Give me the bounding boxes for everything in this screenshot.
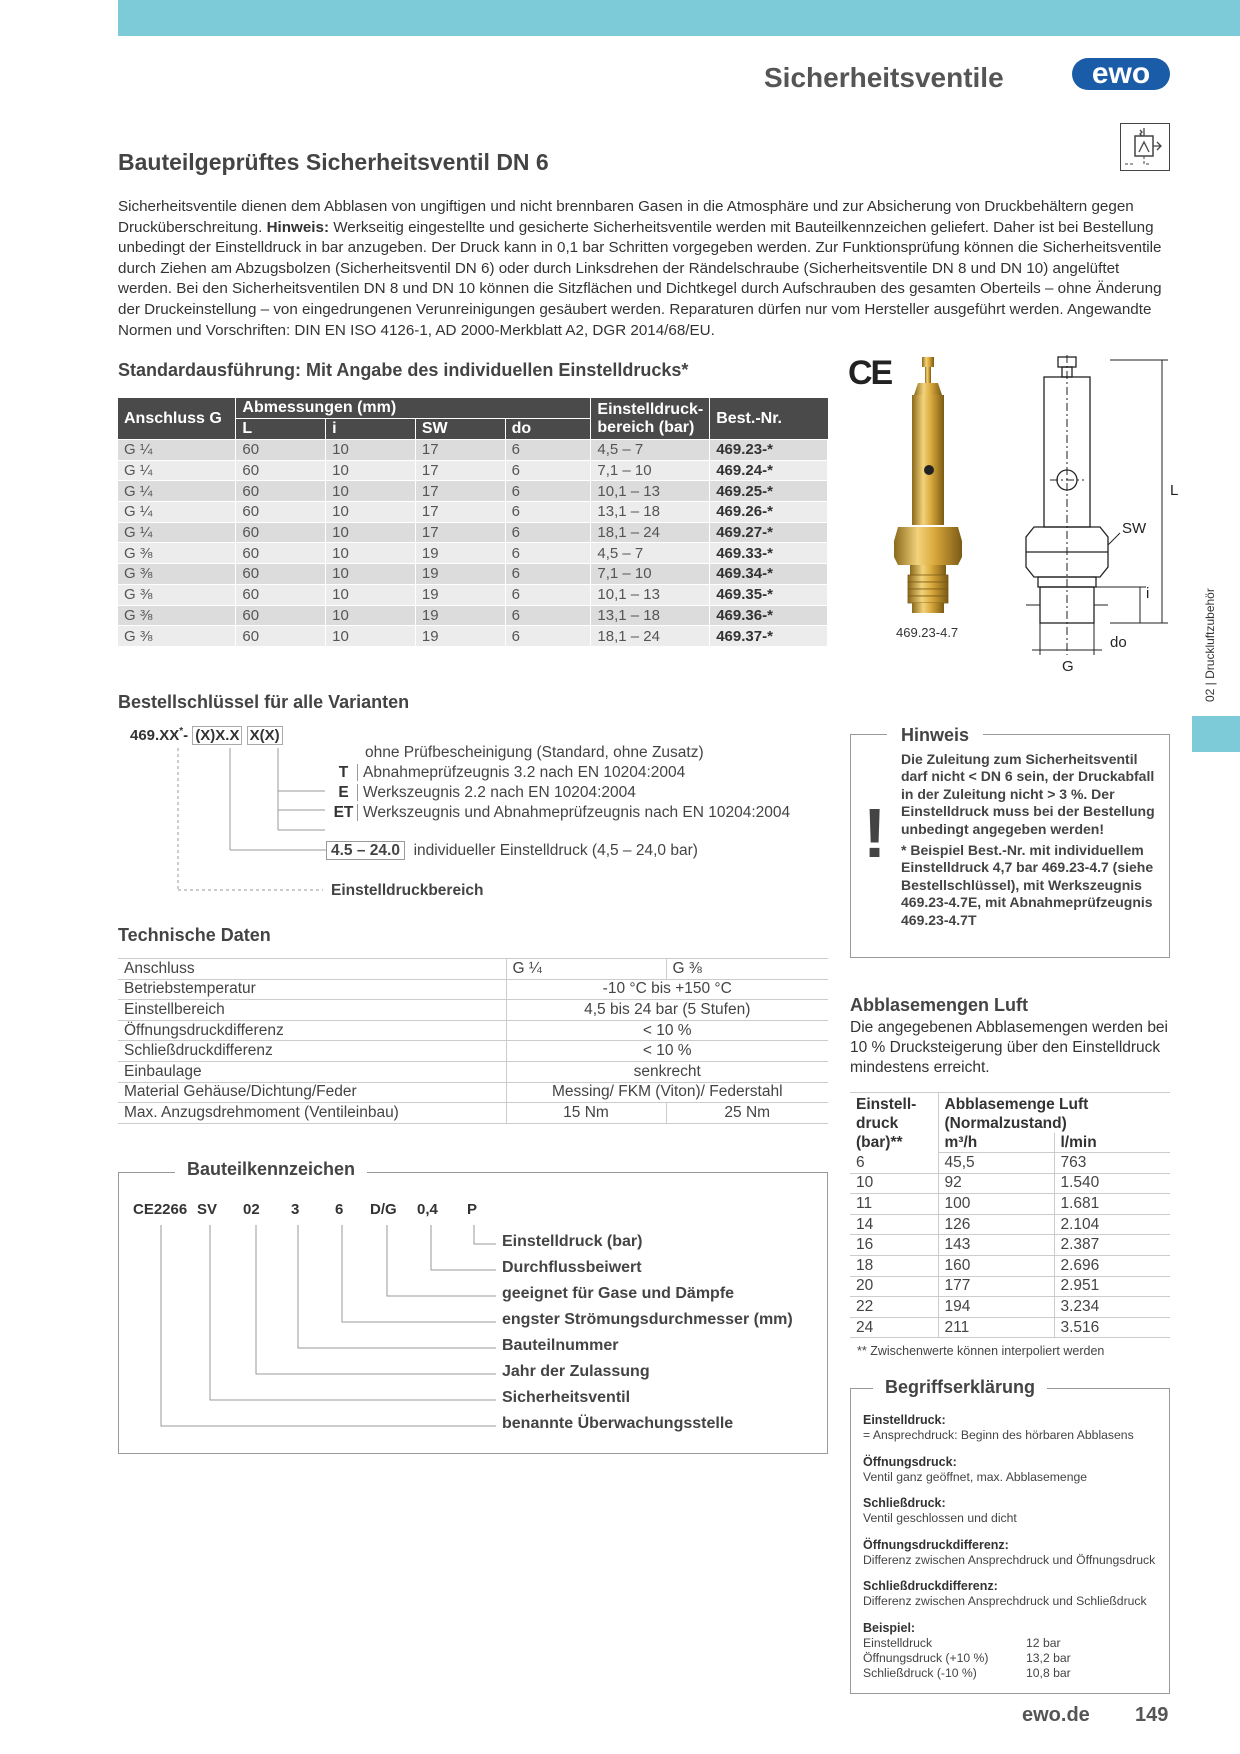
glossary-def: Differenz zwischen Ansprechdruck und Schließdruck [863,1594,1147,1608]
valve-symbol-icon [1120,123,1170,171]
table-cell: 6 [505,605,591,626]
component-code-label: Bauteilnummer [502,1337,619,1354]
intro-hint: Hinweis: [266,218,330,236]
blowoff-cell: 14 [850,1214,938,1235]
tech-row [118,1000,828,1021]
tech-key: Betriebstemperatur [118,979,506,1000]
intro-part1: Sicherheitsventile dienen dem Abblasen von ungiftigen und nicht brennbaren Gasen in die Atmosphäre und zur Absicherung von Druckbehältern gegen Drucküberschreitung. [118,198,1134,236]
glossary-term: Öffnungsdruckdifferenz: [863,1537,1009,1552]
table-cell: 10 [326,460,416,481]
tech-row [118,1082,828,1103]
table-cell: 60 [236,543,326,564]
table-cell: 10 [326,564,416,585]
glossary-term: Öffnungsdruck: [863,1454,957,1469]
blowoff-cell: 2.104 [1054,1214,1170,1235]
hint-title: Hinweis [887,725,983,746]
blowoff-row [850,1317,1170,1338]
blowoff-cell: 126 [938,1214,1054,1235]
photo-caption: 469.23-4.7 [896,625,959,640]
th-druck-3: (bar)** [856,1134,903,1151]
intro-part2: Werkseitig eingestellte und gesicherte Sicherheitsventile werden mit Bauteilkennzeichen geliefert. Daher ist bei Bestellung unbedingt der Einstelldruck in bar anzugeben. Der Druck kann in 0,1 bar Schritten vorgegeben werden. Zur Funktionsprüfung können die Sicherheitsventile durch Ziehen am Abzugsbolzen (Sicherheitsventil DN 6) oder durch Linksdrehen der Rändelschraube (Sicherheitsventile DN 8 und DN 10) angelüftet werden. Bei den Sicherheitsventilen DN 8 und DN 10 können die Sitzflächen und Dichtkegel durch Aufschrauben des gesamten Oberteils – ohne Änderung der Druckeinstellung – von eingedrungenen Verunreinigungen gesäubert werden. Reparaturen dürfen nur vom Hersteller ausgeführt werden. Angewandte Normen und Vorschriften: DIN EN ISO 4126-1, AD 2000-Merkblatt A2, DGR 2014/68/EU. [118,218,1162,339]
glossary-example-value: 10,8 bar [1026,1666,1071,1680]
table-cell: 17 [415,481,505,502]
order-key-heading: Bestellschlüssel für alle Varianten [118,692,410,712]
blowoff-cell: 45,5 [938,1153,1054,1174]
blowoff-cell: 143 [938,1235,1054,1256]
table-cell: 10 [326,605,416,626]
component-code-part: SV [197,1201,218,1218]
th-abmessungen: Abmessungen (mm) [236,398,591,419]
hint-p1: Die Zuleitung zum Sicherheitsventil darf nicht < DN 6 sein, der Druckabfall in der Zuleitung nicht > 3 %. Der Einstelldruck muss bei der Bestellung unbedingt angegeben werden! [901,751,1155,837]
blowoff-cell: 6 [850,1153,938,1174]
side-tab-marker [1192,716,1240,752]
blowoff-cell: 2.696 [1054,1255,1170,1276]
blowoff-text: Die angegebenen Abblasemengen werden bei 10 % Drucksteigerung über den Einstelldruck mindestens erreicht. [850,1019,1168,1076]
th-druck-1: Einstell- [856,1096,917,1113]
component-code-label: Sicherheitsventil [502,1389,631,1406]
tech-table [118,958,828,1124]
table-row [118,626,828,647]
order-opt-e-letter: E [338,784,349,801]
tech-value: senkrecht [506,1061,828,1082]
warning-icon: ! [863,794,887,872]
table-cell: 469.24-* [710,460,828,481]
th-SW: SW [415,419,505,440]
side-tab-label: 02 | Druckluftzubehör [1203,588,1217,702]
tech-row [118,1020,828,1041]
blowoff-cell: 3.516 [1054,1317,1170,1338]
order-opt-et-text: Werkszeugnis und Abnahmeprüfzeugnis nach EN 10204:2004 [357,804,790,821]
table-cell: G ¼ [118,481,236,502]
component-code-part: P [467,1201,478,1218]
table-cell: 469.27-* [710,522,828,543]
table-cell: 60 [236,502,326,523]
blowoff-cell: 1.681 [1054,1194,1170,1215]
table-cell: 6 [505,564,591,585]
table-row [118,481,828,502]
blowoff-row [850,1276,1170,1297]
order-range-code: 4.5 – 24.0 [326,841,405,860]
tech-key: Anschluss [118,959,506,980]
th-i: i [326,419,416,440]
glossary-example-key: Öffnungsdruck (+10 %) [863,1651,989,1665]
logo-text: ewo [1091,57,1151,90]
tech-key: Einstellbereich [118,1000,506,1021]
glossary-def: = Ansprechdruck: Beginn des hörbaren Abblasens [863,1428,1134,1442]
blowoff-cell: 11 [850,1194,938,1215]
order-code-cert: X(X) [247,726,283,745]
dim-G: G [1062,658,1074,675]
order-opt-t-letter: T [338,764,349,781]
glossary-title: Begriffserklärung [873,1377,1047,1398]
table-cell: 17 [415,522,505,543]
table-cell: 10 [326,522,416,543]
table-cell: 4,5 – 7 [591,543,710,564]
page-title: Bauteilgeprüftes Sicherheitsventil DN 6 [118,149,549,175]
tech-value: Messing/ FKM (Viton)/ Federstahl [506,1082,828,1103]
glossary-def: Differenz zwischen Ansprechdruck und Öffnungsdruck [863,1552,1156,1567]
blowoff-cell: 16 [850,1235,938,1256]
table-cell: 10 [326,626,416,647]
tech-key: Material Gehäuse/Dichtung/Feder [118,1082,506,1103]
glossary-def: Ventil geschlossen und dicht [863,1511,1017,1525]
blowoff-cell: 211 [938,1317,1054,1338]
table-cell: 7,1 – 10 [591,460,710,481]
blowoff-cell: 92 [938,1173,1054,1194]
blowoff-cell: 10 [850,1173,938,1194]
tech-value-a: G ¼ [506,959,666,980]
table-cell: 60 [236,564,326,585]
dimension-drawing [1010,355,1190,685]
order-range-text: individueller Einstelldruck (4,5 – 24,0 bar) [413,842,698,859]
th-best: Best.-Nr. [710,398,828,440]
intro-text [118,197,1170,341]
table-cell: 10 [326,440,416,461]
order-code-prefix: 469. [130,727,160,744]
table-row [118,543,828,564]
table-cell: 469.25-* [710,481,828,502]
blowoff-row [850,1235,1170,1256]
blowoff-row [850,1194,1170,1215]
tech-row [118,979,828,1000]
component-code-part: D/G [370,1201,397,1218]
table-cell: 60 [236,440,326,461]
order-code-star: * [179,726,184,737]
th-menge [938,1093,1170,1134]
th-L: L [236,419,326,440]
tech-row [118,1061,828,1082]
component-code-label: engster Strömungsdurchmesser (mm) [502,1311,793,1328]
table-row [118,460,828,481]
valve-photo [888,355,968,620]
tech-key: Einbaulage [118,1061,506,1082]
tech-value-a: 15 Nm [506,1103,666,1124]
table-cell: 10 [326,502,416,523]
th-bereich [591,398,710,440]
top-color-bar [118,0,1240,36]
glossary-example-key: Schließdruck (-10 %) [863,1666,977,1680]
component-code-label: Jahr der Zulassung [502,1363,650,1380]
table-cell: G ⅜ [118,543,236,564]
table-cell: 60 [236,605,326,626]
table-cell: 469.23-* [710,440,828,461]
dim-L: L [1170,482,1179,499]
hint-text [901,751,1163,929]
table-cell: 6 [505,440,591,461]
table-cell: 10 [326,543,416,564]
th-m3h: m³/h [938,1133,1054,1153]
blowoff-cell: 100 [938,1194,1054,1215]
th-menge-1: Abblasemenge Luft [944,1096,1089,1113]
blowoff-cell: 2.387 [1054,1235,1170,1256]
table-cell: 18,1 – 24 [591,522,710,543]
blowoff-row [850,1214,1170,1235]
blowoff-row [850,1255,1170,1276]
blowoff-row [850,1153,1170,1174]
table-cell: 6 [505,460,591,481]
table-cell: 6 [505,481,591,502]
glossary-box [850,1377,1170,1694]
table-cell: 19 [415,564,505,585]
tech-value: -10 °C bis +150 °C [506,979,828,1000]
blowoff-cell: 20 [850,1276,938,1297]
table-cell: G ⅜ [118,564,236,585]
component-code-part: 6 [335,1201,344,1218]
dim-do: do [1110,634,1127,651]
table-cell: 6 [505,626,591,647]
table-cell: G ⅜ [118,605,236,626]
table-cell: 469.26-* [710,502,828,523]
component-code-label: benannte Überwachungsstelle [502,1415,734,1432]
th-anschluss: Anschluss G [118,398,236,440]
blowoff-cell: 18 [850,1255,938,1276]
blowoff-cell: 763 [1054,1153,1170,1174]
table-cell: 60 [236,522,326,543]
blowoff-cell: 160 [938,1255,1054,1276]
table-cell: 19 [415,543,505,564]
component-code-label: Durchflussbeiwert [502,1259,642,1276]
table-row [118,522,828,543]
blowoff-table [850,1092,1170,1338]
table-cell: 6 [505,502,591,523]
table-cell: 13,1 – 18 [591,502,710,523]
table-cell: G ⅜ [118,626,236,647]
table-cell: 7,1 – 10 [591,564,710,585]
blowoff-row [850,1173,1170,1194]
th-druck [850,1093,938,1153]
standard-heading: Standardausführung: Mit Angabe des individuellen Einstelldrucks* [118,360,689,380]
page-number: 149 [1135,1704,1169,1726]
th-druck-2: druck [856,1115,899,1132]
tech-row [118,1103,828,1124]
table-cell: G ⅜ [118,584,236,605]
blowoff-cell: 3.234 [1054,1297,1170,1318]
standard-table [118,398,828,647]
tech-heading: Technische Daten [118,925,271,945]
table-cell: 19 [415,626,505,647]
tech-key: Öffnungsdruckdifferenz [118,1020,506,1041]
order-range-label: Einstelldruckbereich [331,882,484,899]
table-cell: 469.33-* [710,543,828,564]
table-row [118,440,828,461]
tech-value-b: G ⅜ [666,959,828,980]
blowoff-cell: 1.540 [1054,1173,1170,1194]
glossary-example-value: 12 bar [1026,1636,1061,1650]
component-code-box [118,1159,828,1454]
table-cell: 4,5 – 7 [591,440,710,461]
component-code-label: geeignet für Gase und Dämpfe [502,1285,735,1302]
table-cell: 17 [415,440,505,461]
table-cell: 19 [415,605,505,626]
ewo-logo [1072,56,1172,92]
header-title: Sicherheitsventile [764,62,1004,93]
component-code-label: Einstelldruck (bar) [502,1233,643,1250]
table-cell: 469.37-* [710,626,828,647]
th-do: do [505,419,591,440]
hint-p2: * Beispiel Best.-Nr. mit individuellem Einstelldruck 4,7 bar 469.23-4.7 (siehe Bestellschlüssel), mit Werkszeugnis 469.23-4.7E, mit Abnahmeprüfzeugnis 469.23-4.7T [901,842,1154,928]
blowoff-heading: Abblasemengen Luft [850,995,1029,1015]
table-row [118,502,828,523]
table-cell: 469.34-* [710,564,828,585]
glossary-def: Ventil ganz geöffnet, max. Abblasemenge [863,1469,1088,1484]
tech-value: 4,5 bis 24 bar (5 Stufen) [506,1000,828,1021]
table-cell: 60 [236,584,326,605]
blowoff-cell: 22 [850,1297,938,1318]
table-row [118,584,828,605]
th-lmin: l/min [1054,1133,1170,1153]
blowoff-cell: 194 [938,1297,1054,1318]
glossary-example-value: 13,2 bar [1026,1651,1071,1665]
tech-key: Max. Anzugsdrehmoment (Ventileinbau) [118,1103,506,1124]
th-bereich-2: bereich (bar) [597,418,695,436]
order-opt-t [330,764,685,782]
table-cell: 6 [505,584,591,605]
order-opt-t-text: Abnahmeprüfzeugnis 3.2 nach EN 10204:2004 [357,764,685,781]
tech-row [118,1041,828,1062]
tech-value-b: 25 Nm [666,1103,828,1124]
component-code-title: Bauteilkennzeichen [175,1159,367,1180]
table-cell: G ¼ [118,522,236,543]
glossary-example-key: Einstelldruck [863,1636,933,1650]
component-code-part: 0,4 [417,1201,438,1218]
glossary-term: Schließdruck: [863,1496,946,1510]
table-cell: 10 [326,481,416,502]
table-cell: 60 [236,460,326,481]
order-opt-e [330,784,636,802]
order-opt-none: ohne Prüfbescheinigung (Standard, ohne Zusatz) [365,744,704,761]
tech-row [118,959,828,980]
table-cell: 18,1 – 24 [591,626,710,647]
order-code-dash: - [183,727,189,744]
component-code-part: 3 [291,1201,300,1218]
glossary-term: Einstelldruck: [863,1413,946,1427]
blowoff-cell: 177 [938,1276,1054,1297]
order-code-xx: XX [159,727,180,744]
table-row [118,564,828,585]
table-cell: 469.35-* [710,584,828,605]
order-range [326,842,698,860]
th-bereich-1: Einstelldruck- [597,400,704,418]
table-cell: 10 [326,584,416,605]
glossary-term: Schließdruckdifferenz: [863,1579,998,1593]
table-cell: G ¼ [118,502,236,523]
table-cell: G ¼ [118,460,236,481]
glossary-example-title: Beispiel: [863,1621,916,1635]
table-cell: 10,1 – 13 [591,481,710,502]
order-key [118,720,838,900]
table-cell: 60 [236,626,326,647]
table-cell: 17 [415,502,505,523]
component-code-part: CE2266 [133,1201,188,1218]
blowoff-cell: 2.951 [1054,1276,1170,1297]
order-code-pressure: (X)X.X [192,726,242,745]
order-opt-e-text: Werkszeugnis 2.2 nach EN 10204:2004 [357,784,636,801]
order-opt-et [330,804,790,822]
table-cell: 13,1 – 18 [591,605,710,626]
dim-i: i [1146,585,1150,602]
table-cell: 19 [415,584,505,605]
tech-value: < 10 % [506,1041,828,1062]
table-cell: 6 [505,522,591,543]
table-cell: G ¼ [118,440,236,461]
blowoff-cell: 24 [850,1317,938,1338]
table-cell: 60 [236,481,326,502]
dim-SW: SW [1122,520,1147,537]
footer-site: ewo.de [1022,1704,1090,1726]
hint-box [850,725,1170,958]
th-menge-2: (Normalzustand) [944,1115,1067,1132]
ce-mark-icon: CE [848,354,892,392]
table-cell: 469.36-* [710,605,828,626]
component-code-part: 02 [243,1201,260,1218]
tech-value: < 10 % [506,1020,828,1041]
table-row [118,605,828,626]
table-cell: 6 [505,543,591,564]
table-cell: 10,1 – 13 [591,584,710,605]
blowoff-row [850,1297,1170,1318]
tech-key: Schließdruckdifferenz [118,1041,506,1062]
order-opt-et-letter: ET [333,804,354,821]
table-cell: 17 [415,460,505,481]
blowoff-note: ** Zwischenwerte können interpoliert werden [857,1344,1105,1358]
